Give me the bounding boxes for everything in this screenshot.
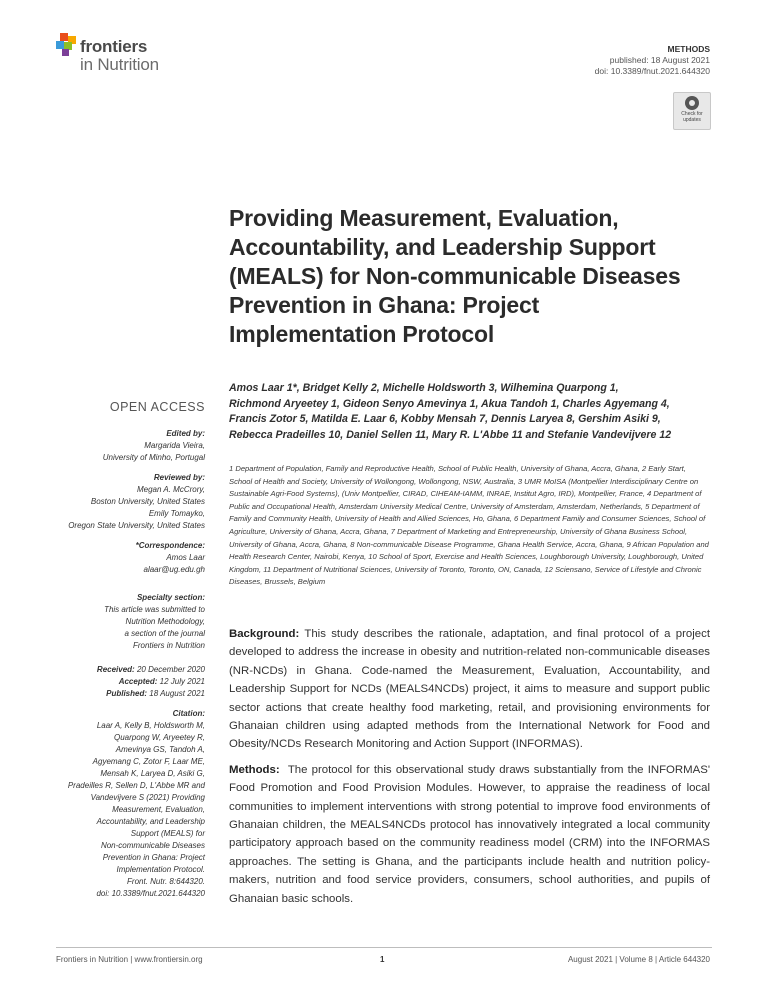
methods-text: The protocol for this observational study draws substantially from the INFORMAS' Food Promotion and Food Provision Modules. However, to appraise the readiness of local communities to implement interventions with strong potential to improve food environments of Ghanaian children, the MEALS4NCDs protocol has innovatively integrated a local community participatory approach based on the community readiness model (CRM) into the INFORMAS approaches. The setting is Ghana, and the participants include health and nutrition policy-makers, nutrition and food service providers, consumers, school authorities, and pupils of Ghanaian basic schools.: [229, 763, 710, 905]
citation: [50, 708, 205, 900]
citation-line: Pradeilles R, Sellen D, L'Abbe MR and: [67, 781, 205, 790]
accepted-date: 12 July 2021: [159, 677, 205, 686]
author-list: [229, 381, 711, 443]
specialty-line: This article was submitted to: [104, 605, 205, 614]
citation-line: Non-communicable Diseases: [100, 841, 205, 850]
citation-line: Amevinya GS, Tandoh A,: [115, 745, 205, 754]
citation-line: Measurement, Evaluation,: [112, 805, 205, 814]
open-access-label: OPEN ACCESS: [109, 400, 205, 414]
journal-name-nutrition: in Nutrition: [80, 55, 159, 74]
received-label: Received:: [96, 665, 135, 674]
methods-heading: Methods:: [229, 763, 280, 776]
article-meta: [595, 44, 710, 77]
article-title: Providing Measurement, Evaluation, Accountability, and Leadership Support (MEALS) for Non-communicable Diseases Prevention in Ghana: Project Implementation Protocol: [229, 205, 681, 347]
citation-line: Mensah K, Laryea D, Asiki G,: [100, 769, 205, 778]
frontiers-logo-icon: [56, 33, 80, 57]
correspondence-name: Amos Laar: [166, 553, 205, 562]
edited-by-label: Edited by:: [166, 429, 205, 438]
published-date: published: 18 August 2021: [609, 55, 710, 65]
editor-line: University of Minho, Portugal: [102, 453, 205, 462]
reviewer-line: Emily Tomayko,: [148, 509, 205, 518]
article-doi[interactable]: doi: 10.3389/fnut.2021.644320: [594, 66, 710, 76]
reviewed-by: [50, 472, 205, 532]
author-line: Richmond Aryeetey 1, Gideon Senyo Amevinya 1, Akua Tandoh 1, Charles Agyemang 4,: [229, 397, 670, 410]
correspondence-label: *Correspondence:: [135, 541, 205, 550]
citation-line: Implementation Protocol.: [116, 865, 205, 874]
check-for-updates-button[interactable]: [673, 92, 711, 130]
accepted-row: [50, 676, 205, 688]
reviewed-by-label: Reviewed by:: [153, 473, 205, 482]
correspondence-email[interactable]: alaar@ug.edu.gh: [143, 565, 205, 574]
edited-by: [50, 428, 205, 464]
citation-line: Agyemang C, Zotor F, Laar ME,: [92, 757, 205, 766]
specialty-label: Specialty section:: [136, 593, 205, 602]
citation-line: Vandevijvere S (2021) Providing: [90, 793, 205, 802]
footer-divider: [56, 947, 712, 948]
page-number: 1: [380, 955, 385, 964]
specialty-line: Frontiers in Nutrition: [132, 641, 205, 650]
citation-line: Quarpong W, Aryeetey R,: [114, 733, 205, 742]
specialty-section: [50, 592, 205, 652]
abstract-methods: [229, 761, 710, 908]
reviewer-line: Megan A. McCrory,: [136, 485, 205, 494]
editor-line: Margarida Vieira,: [144, 441, 205, 450]
background-text: This study describes the rationale, adaptation, and final protocol of a project developed to address the increase in obesity and nutrition-related non-communicable diseases (NR-NCDs) in Ghana. Code-named the Measurement, Evaluation, Accountability, and Leadership Support for NCDs (MEALS4NCDs) project, it aims to measure and support public sector actions that create healthy food marketing, retail, and provisioning environments for Ghanaian children using adapted methods from the International Network for Food and Obesity/NCDs Research Monitoring and Action Support (INFORMAS).: [229, 628, 710, 751]
article-dates: [50, 664, 205, 700]
citation-line: Front. Nutr. 8:644320.: [127, 877, 205, 886]
correspondence: [50, 540, 205, 576]
specialty-line: a section of the journal: [124, 629, 205, 638]
reviewer-line: Oregon State University, United States: [68, 521, 205, 530]
published-label: Published:: [106, 689, 148, 698]
article-section: METHODS: [667, 44, 710, 54]
check-updates-label: Check for updates: [681, 111, 703, 123]
reviewer-line: Boston University, United States: [90, 497, 205, 506]
affiliations: 1 Department of Population, Family and Reproductive Health, School of Public Health, University of Ghana, Accra, Ghana, 2 Early Start, School of Health and Society, University of Wollongong, Wollongong, NSW, Australia, 3 UMR MoISA (Montpellier Interdisciplinary Centre on Sustainable Agri-Food Systems), (Univ Montpellier, CIRAD, CIHEAM-IAMM, INRAE, Institut Agro, IRD), Montpellier, France, 4 Department of Public and Occupational Health, Amsterdam University Medical Centre, University of Amsterdam, Amsterdam, Netherlands, 5 Department of Family and Community Health, University of Health and Allied Sciences, Ho, Ghana, 6 Department Family and Consumer Sciences, School of Agriculture, University of Ghana, Accra, Ghana, 7 Department of Marketing and Entrepreneurship, University of Ghana Business School, University of Ghana, Accra, Ghana, 8 Non-communicable Disease Programme, Ghana Health Service, Accra, Ghana, 9 African Population and Health Research Center, Nairobi, Kenya, 10 School of Sport, Exercise and Health Sciences, Loughborough University, Loughborough, United Kingdom, 11 Department of Nutritional Sciences, University of Toronto, Toronto, ON, Canada, 12 Sciensano, Service of Lifestyle and Chronic Diseases, Brussels, Belgium: [229, 464, 709, 587]
footer-article-info: August 2021 | Volume 8 | Article 644320: [567, 955, 710, 964]
citation-line: Accountability, and Leadership: [96, 817, 205, 826]
abstract: [229, 625, 710, 915]
received-row: [50, 664, 205, 676]
abstract-background: [229, 625, 710, 754]
footer-journal-link[interactable]: Frontiers in Nutrition | www.frontiersin.org: [56, 955, 203, 964]
published-row: [50, 688, 205, 700]
citation-label: Citation:: [172, 709, 205, 718]
published-date-sidebar: 18 August 2021: [149, 689, 205, 698]
check-updates-icon: [685, 96, 699, 110]
author-line: Amos Laar 1*, Bridget Kelly 2, Michelle Holdsworth 3, Wilhemina Quarpong 1,: [229, 382, 619, 394]
background-heading: Background:: [229, 628, 300, 640]
citation-doi[interactable]: doi: 10.3389/fnut.2021.644320: [96, 889, 205, 898]
received-date: 20 December 2020: [136, 665, 205, 674]
author-line: Francis Zotor 5, Matilda E. Laar 6, Kobby Mensah 7, Dennis Laryea 8, Gershim Asiki 9,: [229, 413, 661, 425]
citation-line: Prevention in Ghana: Project: [102, 853, 205, 862]
journal-name-frontiers: frontiers: [80, 37, 148, 56]
article-sidebar: [50, 400, 205, 908]
citation-line: Support (MEALS) for: [130, 829, 205, 838]
citation-line: Laar A, Kelly B, Holdsworth M,: [96, 721, 205, 730]
specialty-line: Nutrition Methodology,: [125, 617, 205, 626]
accepted-label: Accepted:: [118, 677, 158, 686]
author-line: Rebecca Pradeilles 10, Daniel Sellen 11, Mary R. L'Abbe 11 and Stefanie Vandevijvere 12: [229, 428, 672, 441]
